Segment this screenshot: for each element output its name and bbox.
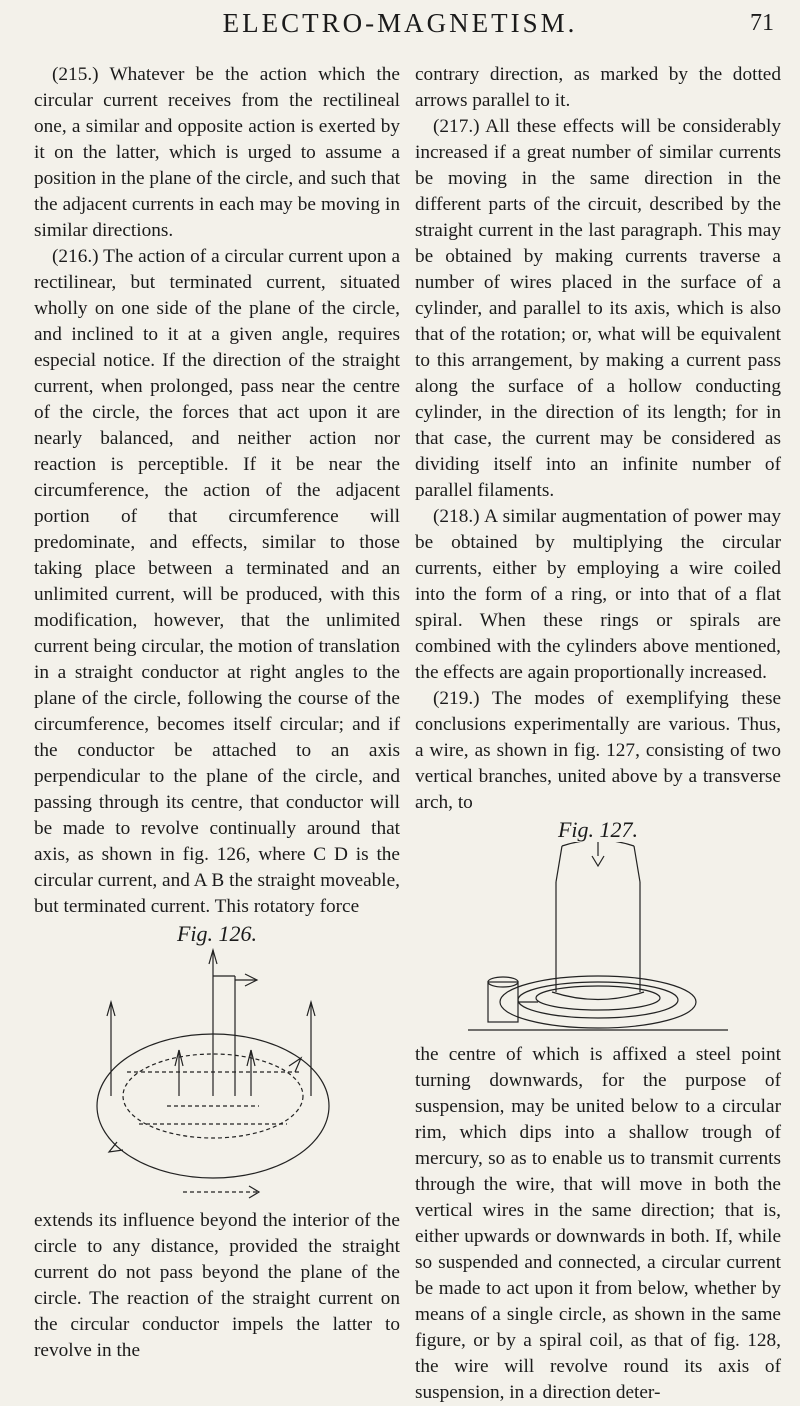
figure-126-caption: Fig. 126. [176, 921, 258, 946]
figure-127-caption: Fig. 127. [557, 817, 639, 842]
right-column [415, 62, 781, 1406]
paragraph-216-continued: extends its influence beyond the interior of the circle to any distance, provided the straight current do not pass beyond the plane of the circle. The reaction of the straight current on the circular conductor impels the latter to revolve in the [34, 1210, 400, 1361]
page-number: 71 [750, 10, 774, 36]
paragraph-216: (216.) The action of a circular current upon a rectilinear, but terminated current, situated wholly on one side of the plane of the circle, and inclined to it at a given angle, requires especial notice. If the direction of the straight current, when prolonged, pass near the centre of the circle, the forces that act upon it are nearly balanced, and neither action nor reaction is perceptible. If it be near the circumference, the action of the adjacent portion of that circumference will predominate, and effects, similar to those taking place between a terminated and an unlimited current, will be produced, with this modification, however, that the unlimited current being circular, the motion of translation in a straight conductor at right angles to the plane of the circle, following the course of the circumference, becomes itself circular; and if the conductor be attached to an axis perpendicular to the plane of the circle, and passing through its centre, that conductor will be made to revolve continually around that axis, as shown in fig. 126, where C D is the circular current, and A B the straight moveable, but terminated current. This rotatory force [34, 246, 400, 917]
figure-127 [415, 818, 781, 1038]
paragraph-218: (218.) A similar augmentation of power may be obtained by multiplying the circular currents, either by employing a wire coiled into the form of a ring, or into that of a flat spiral. When these rings or spirals are combined with the cylinders above mentioned, the effects are again proportionally increased. [415, 506, 781, 683]
figure-127-illustration [448, 842, 748, 1038]
paragraph-217: (217.) All these effects will be considerably increased if a great number of similar currents be moving in the same direction in the different parts of the circuit, described by the straight current in the last paragraph. This may be obtained by making currents traverse a number of wires placed in the surface of a cylinder, and parallel to its axis, which is also that of the rotation; or, what will be equivalent to this arrangement, by making a current pass along the surface of a hollow conducting cylinder, in the direction of its length; for in that case, the current may be considered as dividing itself into an infinite number of parallel filaments. [415, 116, 781, 501]
page-header [0, 4, 800, 54]
figure-126 [34, 922, 400, 1204]
paragraph-219-continued: the centre of which is affixed a steel point turning downwards, for the purpose of suspension, may be united below to a circular rim, which dips into a shallow trough of mercury, so as to enable us to transmit currents through the wire, that will move in both the vertical wires in the same direction; that is, either upwards or downwards in both. If, while so suspended and connected, a circular current be made to act upon it from below, whether by means of a single circle, as shown in the same figure, or by a spiral coil, as that of fig. 128, the wire will revolve round its axis of suspension, in a direction deter- [415, 1044, 781, 1403]
paragraph-219: (219.) The modes of exemplifying these conclusions experimentally are various. Thus, a wire, as shown in fig. 127, consisting of two vertical branches, united above by a transverse arch, to [415, 688, 781, 813]
running-title: ELECTRO-MAGNETISM. [222, 8, 578, 38]
figure-126-illustration [87, 946, 347, 1204]
paragraph-215: (215.) Whatever be the action which the circular current receives from the rectilineal one, a similar and opposite action is exerted by it on the latter, which is urged to assume a position in the plane of the circle, and such that the adjacent currents in each may be moving in similar directions. [34, 64, 400, 241]
paragraph-216-end: contrary direction, as marked by the dotted arrows parallel to it. [415, 64, 781, 111]
left-column [34, 62, 400, 1364]
